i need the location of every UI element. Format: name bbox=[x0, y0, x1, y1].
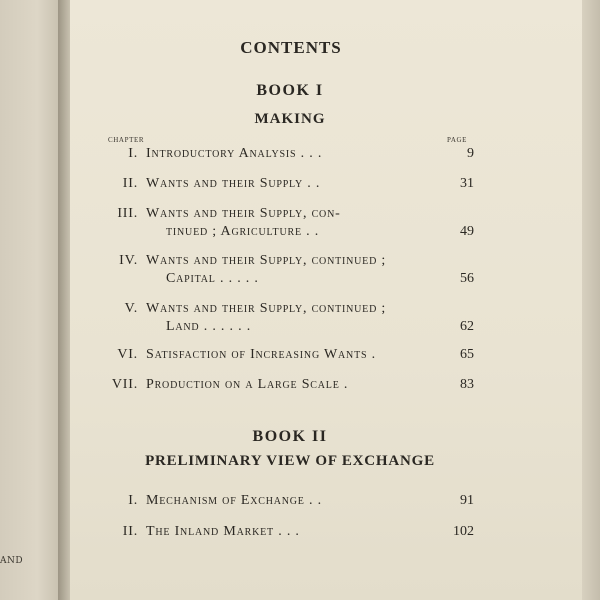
toc-entry bbox=[70, 206, 582, 246]
chapter-title: Wants and their Supply . . bbox=[146, 176, 321, 191]
book-title: BOOK II bbox=[252, 428, 328, 445]
chapter-title: Mechanism of Exchange . . bbox=[146, 493, 322, 508]
page-number: 83 bbox=[460, 377, 474, 392]
page-number: 91 bbox=[460, 493, 474, 508]
chapter-title: Satisfaction of Increasing Wants . bbox=[146, 347, 376, 362]
left-page bbox=[0, 0, 62, 600]
chapter-title-continuation: tinued ; Agriculture . . bbox=[166, 224, 320, 239]
chapter-title: Introductory Analysis . . . bbox=[146, 146, 323, 161]
chapter-title-continuation: Capital . . . . . bbox=[166, 271, 259, 286]
page-number: 56 bbox=[460, 271, 474, 286]
toc-entry bbox=[70, 493, 582, 513]
chapter-number: I. bbox=[128, 146, 138, 161]
contents-title: CONTENTS bbox=[240, 38, 342, 57]
page-number: 31 bbox=[460, 176, 474, 191]
page-column-label: PAGE bbox=[447, 136, 468, 144]
toc-entry bbox=[70, 524, 582, 544]
chapter-number: III. bbox=[117, 206, 138, 221]
chapter-number: II. bbox=[122, 524, 138, 539]
toc-entry bbox=[70, 377, 582, 397]
chapter-number: V. bbox=[124, 301, 138, 316]
chapter-number: I. bbox=[128, 493, 138, 508]
chapter-number: VII. bbox=[111, 377, 138, 392]
book-subtitle: PRELIMINARY VIEW OF EXCHANGE bbox=[145, 453, 435, 469]
chapter-title: Wants and their Supply, continued ; bbox=[146, 301, 387, 316]
chapter-number: IV. bbox=[119, 253, 138, 268]
book-subtitle: MAKING bbox=[254, 111, 326, 127]
page-number: 9 bbox=[467, 146, 474, 161]
chapter-number: VI. bbox=[117, 347, 138, 362]
toc-entry bbox=[70, 301, 582, 341]
book-title: BOOK I bbox=[256, 82, 324, 99]
toc-entry bbox=[70, 146, 582, 166]
page-number: 102 bbox=[453, 524, 474, 539]
left-page-text-fragment: AND bbox=[0, 556, 24, 566]
right-page-edge bbox=[582, 0, 600, 600]
chapter-column-label: CHAPTER bbox=[108, 136, 145, 144]
toc-entry bbox=[70, 176, 582, 196]
contents-page bbox=[70, 0, 582, 600]
chapter-title: Wants and their Supply, continued ; bbox=[146, 253, 387, 268]
page-number: 49 bbox=[460, 224, 474, 239]
chapter-title: The Inland Market . . . bbox=[146, 524, 300, 539]
toc-entry bbox=[70, 253, 582, 293]
chapter-title: Wants and their Supply, con- bbox=[146, 206, 341, 221]
chapter-title-continuation: Land . . . . . . bbox=[166, 319, 252, 334]
page-number: 62 bbox=[460, 319, 474, 334]
toc-entry bbox=[70, 347, 582, 367]
chapter-title: Production on a Large Scale . bbox=[146, 377, 349, 392]
chapter-number: II. bbox=[122, 176, 138, 191]
page-number: 65 bbox=[460, 347, 474, 362]
